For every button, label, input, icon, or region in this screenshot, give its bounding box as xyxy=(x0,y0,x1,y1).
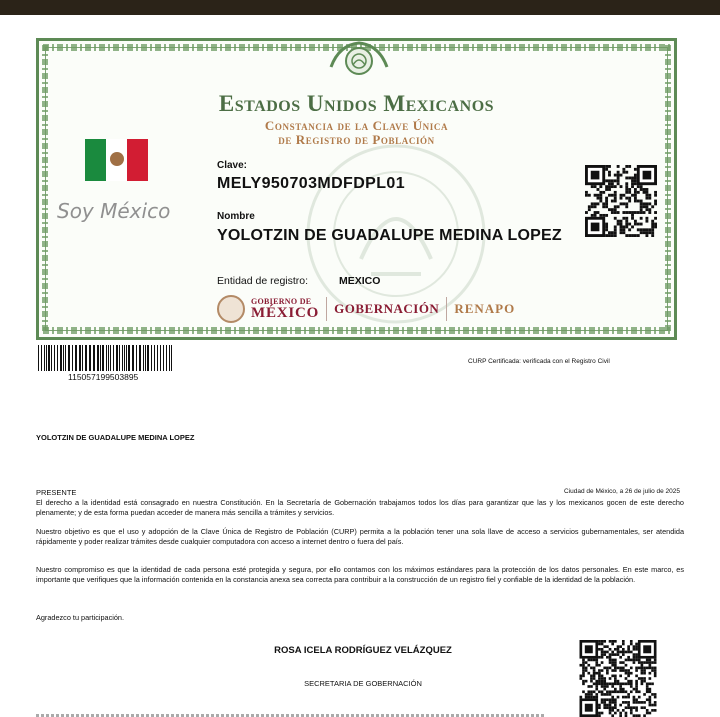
curp-certificate xyxy=(36,38,677,340)
subtitle-line-1: Constancia de la Clave Única xyxy=(264,118,449,133)
country-title: Estados Unidos Mexicanos xyxy=(218,91,495,116)
qr-code-icon xyxy=(585,165,657,237)
nombre-value: YOLOTZIN DE GUADALUPE MEDINA LOPEZ xyxy=(217,227,562,244)
slogan: Soy México xyxy=(57,199,171,223)
gobierno-seal-icon xyxy=(217,295,245,323)
logo-divider xyxy=(326,297,327,321)
logo-divider xyxy=(446,297,447,321)
national-seal-icon xyxy=(329,37,389,79)
renapo-logo: RENAPO xyxy=(454,301,516,316)
gobierno-de-mexico-logo: GOBIERNO DE MÉXICO xyxy=(251,296,320,321)
greek-border-right xyxy=(665,45,671,333)
top-dark-bar xyxy=(0,0,720,15)
signer-name: ROSA ICELA RODRÍGUEZ VELÁZQUEZ xyxy=(274,645,452,656)
letter-addressee: YOLOTZIN DE GUADALUPE MEDINA LOPEZ xyxy=(36,433,195,442)
gobernacion-logo: GOBERNACIÓN xyxy=(334,301,440,316)
clave-label: Clave: xyxy=(217,160,248,171)
mexican-flag-icon xyxy=(85,139,148,181)
certification-note: CURP Certificada: verificada con el Registro Civil xyxy=(468,358,610,365)
nombre-label: Nombre xyxy=(217,211,255,222)
letter-paragraph: Agradezco tu participación. xyxy=(36,613,125,622)
letter-paragraph: Nuestro compromiso es que la identidad de cada persona esté protegida y segura, por ello contamos con los máximos estándares para la protección de los datos personales. En este marco, es importante que verifiques que la información contenida en la constancia anexa sea correcta para contribuir a la construcción de un registro fiel y confiable de la identidad de la población. xyxy=(36,565,684,584)
government-logos xyxy=(217,293,515,325)
clave-value: MELY950703MDFDPL01 xyxy=(217,175,406,192)
qr-code-icon xyxy=(578,640,658,717)
barcode-icon xyxy=(38,345,174,371)
greek-border-left xyxy=(42,45,48,333)
subtitle-line-2: de Registro de Población xyxy=(278,132,435,147)
letter-paragraph: Nuestro objetivo es que el uso y adopción de la Clave Única de Registro de Población (CURP) permita a la población tener una sola llave de acceso a servicios gubernamentales, ser atendida rápidamente y poder realizar trámites desde cualquier computadora con acceso a internet dentro o fuera del país. xyxy=(36,527,684,546)
entidad-value: MEXICO xyxy=(339,275,381,287)
letter-greeting: PRESENTE xyxy=(36,488,77,497)
signer-role: SECRETARIA DE GOBERNACIÓN xyxy=(304,679,422,688)
entidad-label: Entidad de registro: xyxy=(217,275,309,287)
barcode-number: 115057199503895 xyxy=(68,372,139,382)
letter-date: Ciudad de México, a 26 de julio de 2025 xyxy=(564,488,680,495)
letter-paragraph: El derecho a la identidad está consagrado en nuestra Constitución. En la Secretaría de Gobernación trabajamos todos los días para garantizar que las y los mexicanos gocen de este derecho plenamente; y de esta forma puedan acceder de manera más sencilla a trámites y servicios. xyxy=(36,498,684,517)
